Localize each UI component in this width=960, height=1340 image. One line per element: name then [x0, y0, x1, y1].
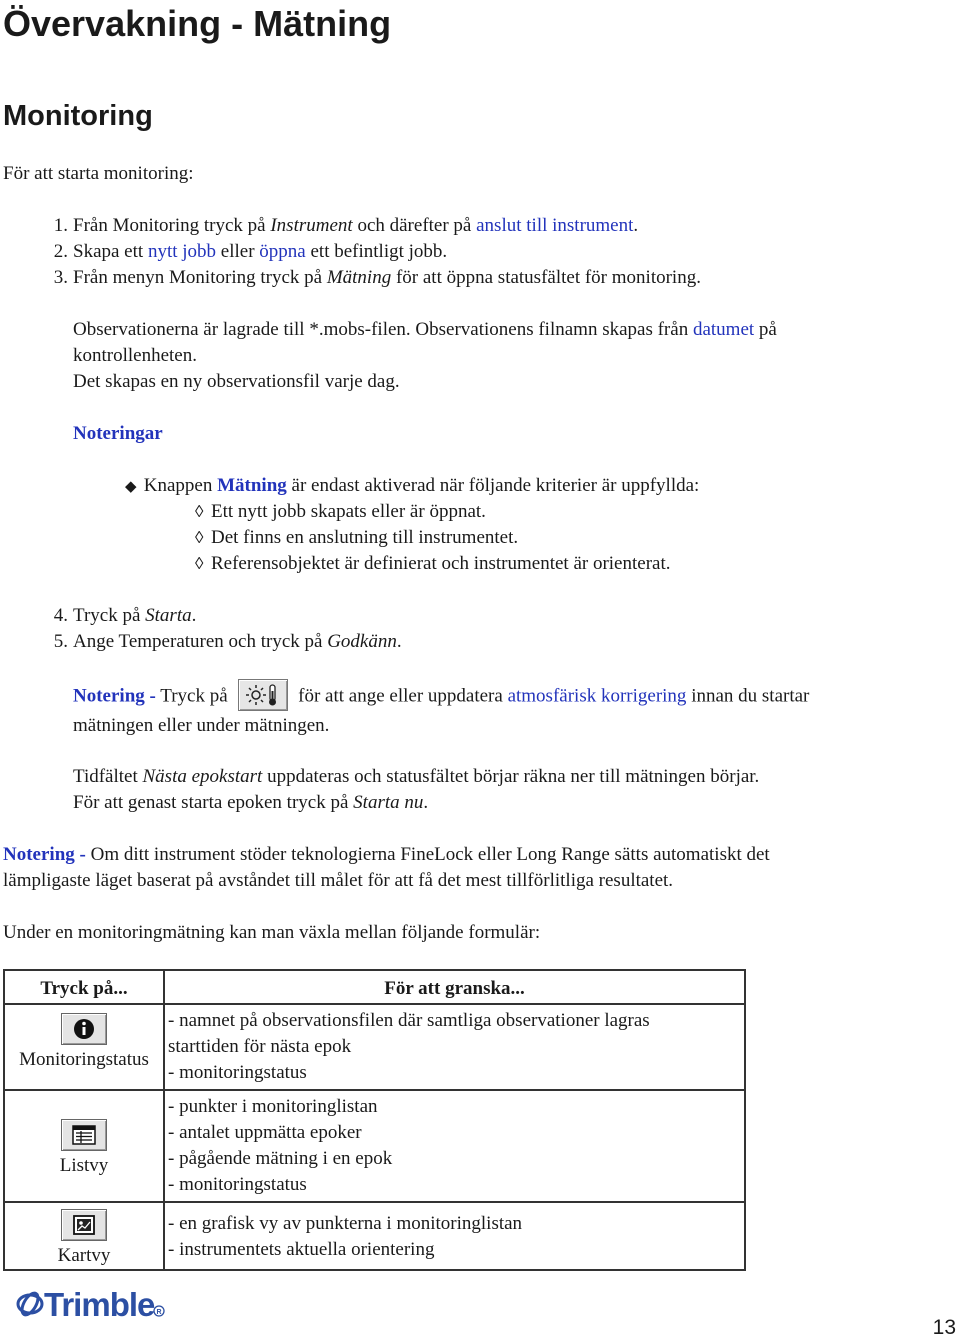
criterion-2: ◊ Det finns en anslutning till instrumentet.: [195, 525, 518, 551]
epoch-line-1: Tidfältet Nästa epokstart uppdateras och statusfältet börjar räkna ner till mätningen börjar.: [73, 766, 760, 787]
table-header: För att granska...: [164, 970, 745, 1004]
atmospheric-button-icon[interactable]: [238, 679, 288, 711]
lozenge-icon: ◊: [195, 554, 204, 573]
listvy-cell[interactable]: [4, 1090, 164, 1202]
obs-line-3: Det skapas en ny observationsfil varje dag.: [73, 371, 400, 392]
step-2: 2. Skapa ett nytt jobb eller öppna ett befintligt jobb.: [53, 241, 448, 262]
link-anslut-instrument[interactable]: anslut till instrument: [476, 215, 634, 236]
monitoringstatus-label: Monitoringstatus: [19, 1049, 149, 1070]
link-oppna[interactable]: öppna: [259, 241, 306, 262]
page-number: 13: [932, 1316, 956, 1339]
logo-text: Trimble: [44, 1286, 155, 1323]
criterion-3: ◊ Referensobjektet är definierat och instrumentet är orienterat.: [195, 551, 671, 577]
listvy-label: Listvy: [59, 1155, 109, 1176]
note-finelock-line-2: lämpligaste läget baserat på avståndet till målet för att få det mest tillförlitliga resultatet.: [3, 870, 674, 891]
obs-line-1: Observationerna är lagrade till *.mobs-filen. Observationens filnamn skapas från datumet på: [73, 319, 777, 340]
obs-line-2: kontrollenheten.: [73, 345, 197, 366]
kartvy-cell[interactable]: [4, 1202, 164, 1270]
page-title: Övervakning - Mätning: [3, 3, 392, 44]
note-finelock-line-1: Notering - Om ditt instrument stöder teknologierna FineLock eller Long Range sätts automatiskt det: [3, 844, 770, 865]
link-datumet[interactable]: datumet: [692, 319, 755, 340]
forms-intro: Under en monitoringmätning kan man växla mellan följande formulär:: [3, 922, 541, 943]
intro-text: För att starta monitoring:: [3, 163, 194, 184]
step-1: 1. Från Monitoring tryck på Instrument och därefter på anslut till instrument.: [53, 215, 639, 236]
section-title: Monitoring: [3, 100, 153, 132]
diamond-bullet-icon: ◆: [125, 479, 137, 495]
step-5: 5. Ange Temperaturen och tryck på Godkänn.: [53, 631, 402, 652]
trimble-logo: [16, 1284, 166, 1335]
notes-heading: Noteringar: [73, 423, 163, 444]
step-4: 4. Tryck på Starta.: [53, 605, 197, 626]
epoch-line-2: För att genast starta epoken tryck på Starta nu.: [73, 792, 429, 813]
map-view-icon[interactable]: [61, 1209, 107, 1241]
monitoringstatus-cell[interactable]: [4, 1004, 164, 1090]
link-nytt-jobb[interactable]: nytt jobb: [147, 241, 217, 262]
step-3: 3. Från menyn Monitoring tryck på Mätning för att öppna statusfältet för monitoring.: [53, 267, 701, 288]
list-view-icon[interactable]: [61, 1119, 107, 1151]
table-row: [4, 1004, 745, 1090]
table-row: [4, 1202, 745, 1270]
kartvy-label: Kartvy: [57, 1245, 111, 1266]
note-atmospheric-line-2: mätningen eller under mätningen.: [73, 715, 330, 736]
notes-bullet: ◆ Knappen Mätning är endast aktiverad när följande kriterier är uppfyllda:: [125, 473, 699, 500]
table-row: [4, 1090, 745, 1202]
forms-table: [3, 969, 746, 1271]
info-icon[interactable]: [61, 1013, 107, 1045]
link-atmosfarisk-korrigering[interactable]: atmosfärisk korrigering: [507, 685, 687, 707]
note-atmospheric: Notering - Tryck på för att ange eller uppdatera atmosfärisk korrigering innan du startar: [73, 681, 809, 713]
svg-text:R: R: [156, 1309, 161, 1316]
table-header-row: [4, 970, 745, 1004]
lozenge-icon: ◊: [195, 528, 204, 547]
criterion-1: ◊ Ett nytt jobb skapats eller är öppnat.: [195, 499, 486, 525]
table-header: Tryck på...: [4, 970, 164, 1004]
listvy-desc: - punkter i monitoringlistan - antalet uppmätta epoker - pågående mätning i en epok - monitoringstatus: [164, 1090, 745, 1202]
trimble-logo-mark: [16, 1284, 166, 1326]
monitoringstatus-desc: - namnet på observationsfilen där samtliga observationer lagras starttiden för nästa epok - monitoringstatus: [164, 1004, 745, 1090]
lozenge-icon: ◊: [195, 502, 204, 521]
kartvy-desc: - en grafisk vy av punkterna i monitoringlistan - instrumentets aktuella orientering: [164, 1202, 745, 1270]
